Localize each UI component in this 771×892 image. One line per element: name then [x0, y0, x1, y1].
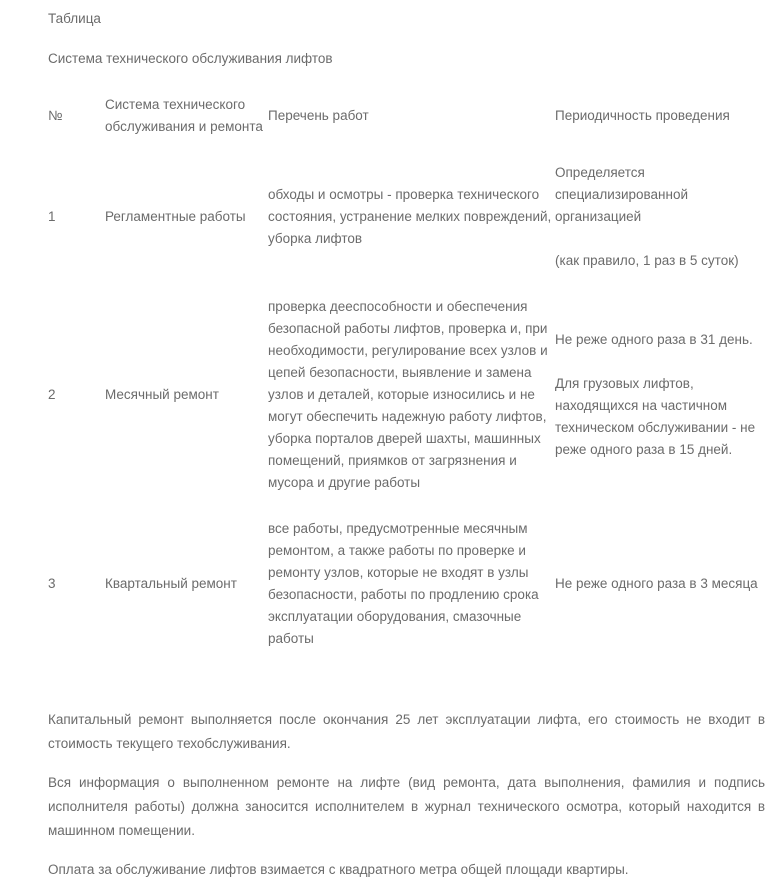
periodicity-paragraph: Определяется специализированной организацией	[555, 165, 689, 224]
header-works: Перечень работ	[268, 108, 369, 123]
row-number-cell: 1	[48, 209, 56, 224]
header-number: №	[48, 108, 63, 123]
periodicity-cell	[555, 150, 765, 284]
works-cell: проверка дееспособности и обеспечения безопасной работы лифтов, проверка и, при необходимости, регулирование всех узлов и цепей безопасности, выявление и замена узлов и деталей, которые износились и не могут обеспечить надежную работу лифтов, уборка порталов дверей шахты, машинных помещений, приямков от загрязнения и мусора и другие работы	[268, 299, 548, 490]
table-label: Таблица	[48, 11, 101, 26]
periodicity-cell	[555, 284, 765, 506]
footer-notes	[48, 708, 765, 882]
periodicity-paragraph: (как правило, 1 раз в 5 суток)	[555, 253, 739, 268]
page-title: Система технического обслуживания лифтов	[48, 51, 333, 66]
row-number-cell: 2	[48, 387, 56, 402]
table-row	[48, 150, 765, 284]
note-capital-repair: Капитальный ремонт выполняется после окончания 25 лет эксплуатации лифта, его стоимость не входит в стоимость текущего техобслуживания.	[48, 712, 765, 751]
periodicity-paragraph: Не реже одного раза в 31 день.	[555, 332, 753, 347]
header-system: Система технического обслуживания и ремонта	[105, 97, 263, 134]
table-header-row	[48, 82, 765, 150]
works-cell: обходы и осмотры - проверка технического состояния, устранение мелких повреждений, уборка лифтов	[268, 187, 552, 246]
row-number-cell: 3	[48, 576, 56, 591]
maintenance-type-cell: Регламентные работы	[105, 209, 246, 224]
maintenance-table	[48, 82, 765, 662]
note-payment: Оплата за обслуживание лифтов взимается с квадратного метра общей площади квартиры.	[48, 862, 629, 877]
periodicity-paragraph: Для грузовых лифтов, находящихся на частичном техническом обслуживании - не реже одного раза в 15 дней.	[555, 376, 756, 457]
header-periodicity: Периодичность проведения	[555, 108, 730, 123]
table-row	[48, 506, 765, 662]
note-repair-log: Вся информация о выполненном ремонте на лифте (вид ремонта, дата выполнения, фамилия и подпись исполнителя работы) должна заносится исполнителем в журнал технического осмотра, который находится в машинном помещении.	[48, 775, 765, 838]
periodicity-cell	[555, 506, 765, 662]
works-cell: все работы, предусмотренные месячным ремонтом, а также работы по проверке и ремонту узлов, которые не входят в узлы безопасности, работы по продлению срока эксплуатации оборудования, смазочные работы	[268, 521, 539, 646]
maintenance-type-cell: Квартальный ремонт	[105, 576, 237, 591]
periodicity-paragraph: Не реже одного раза в 3 месяца	[555, 576, 758, 591]
maintenance-type-cell: Месячный ремонт	[105, 387, 219, 402]
table-row	[48, 284, 765, 506]
